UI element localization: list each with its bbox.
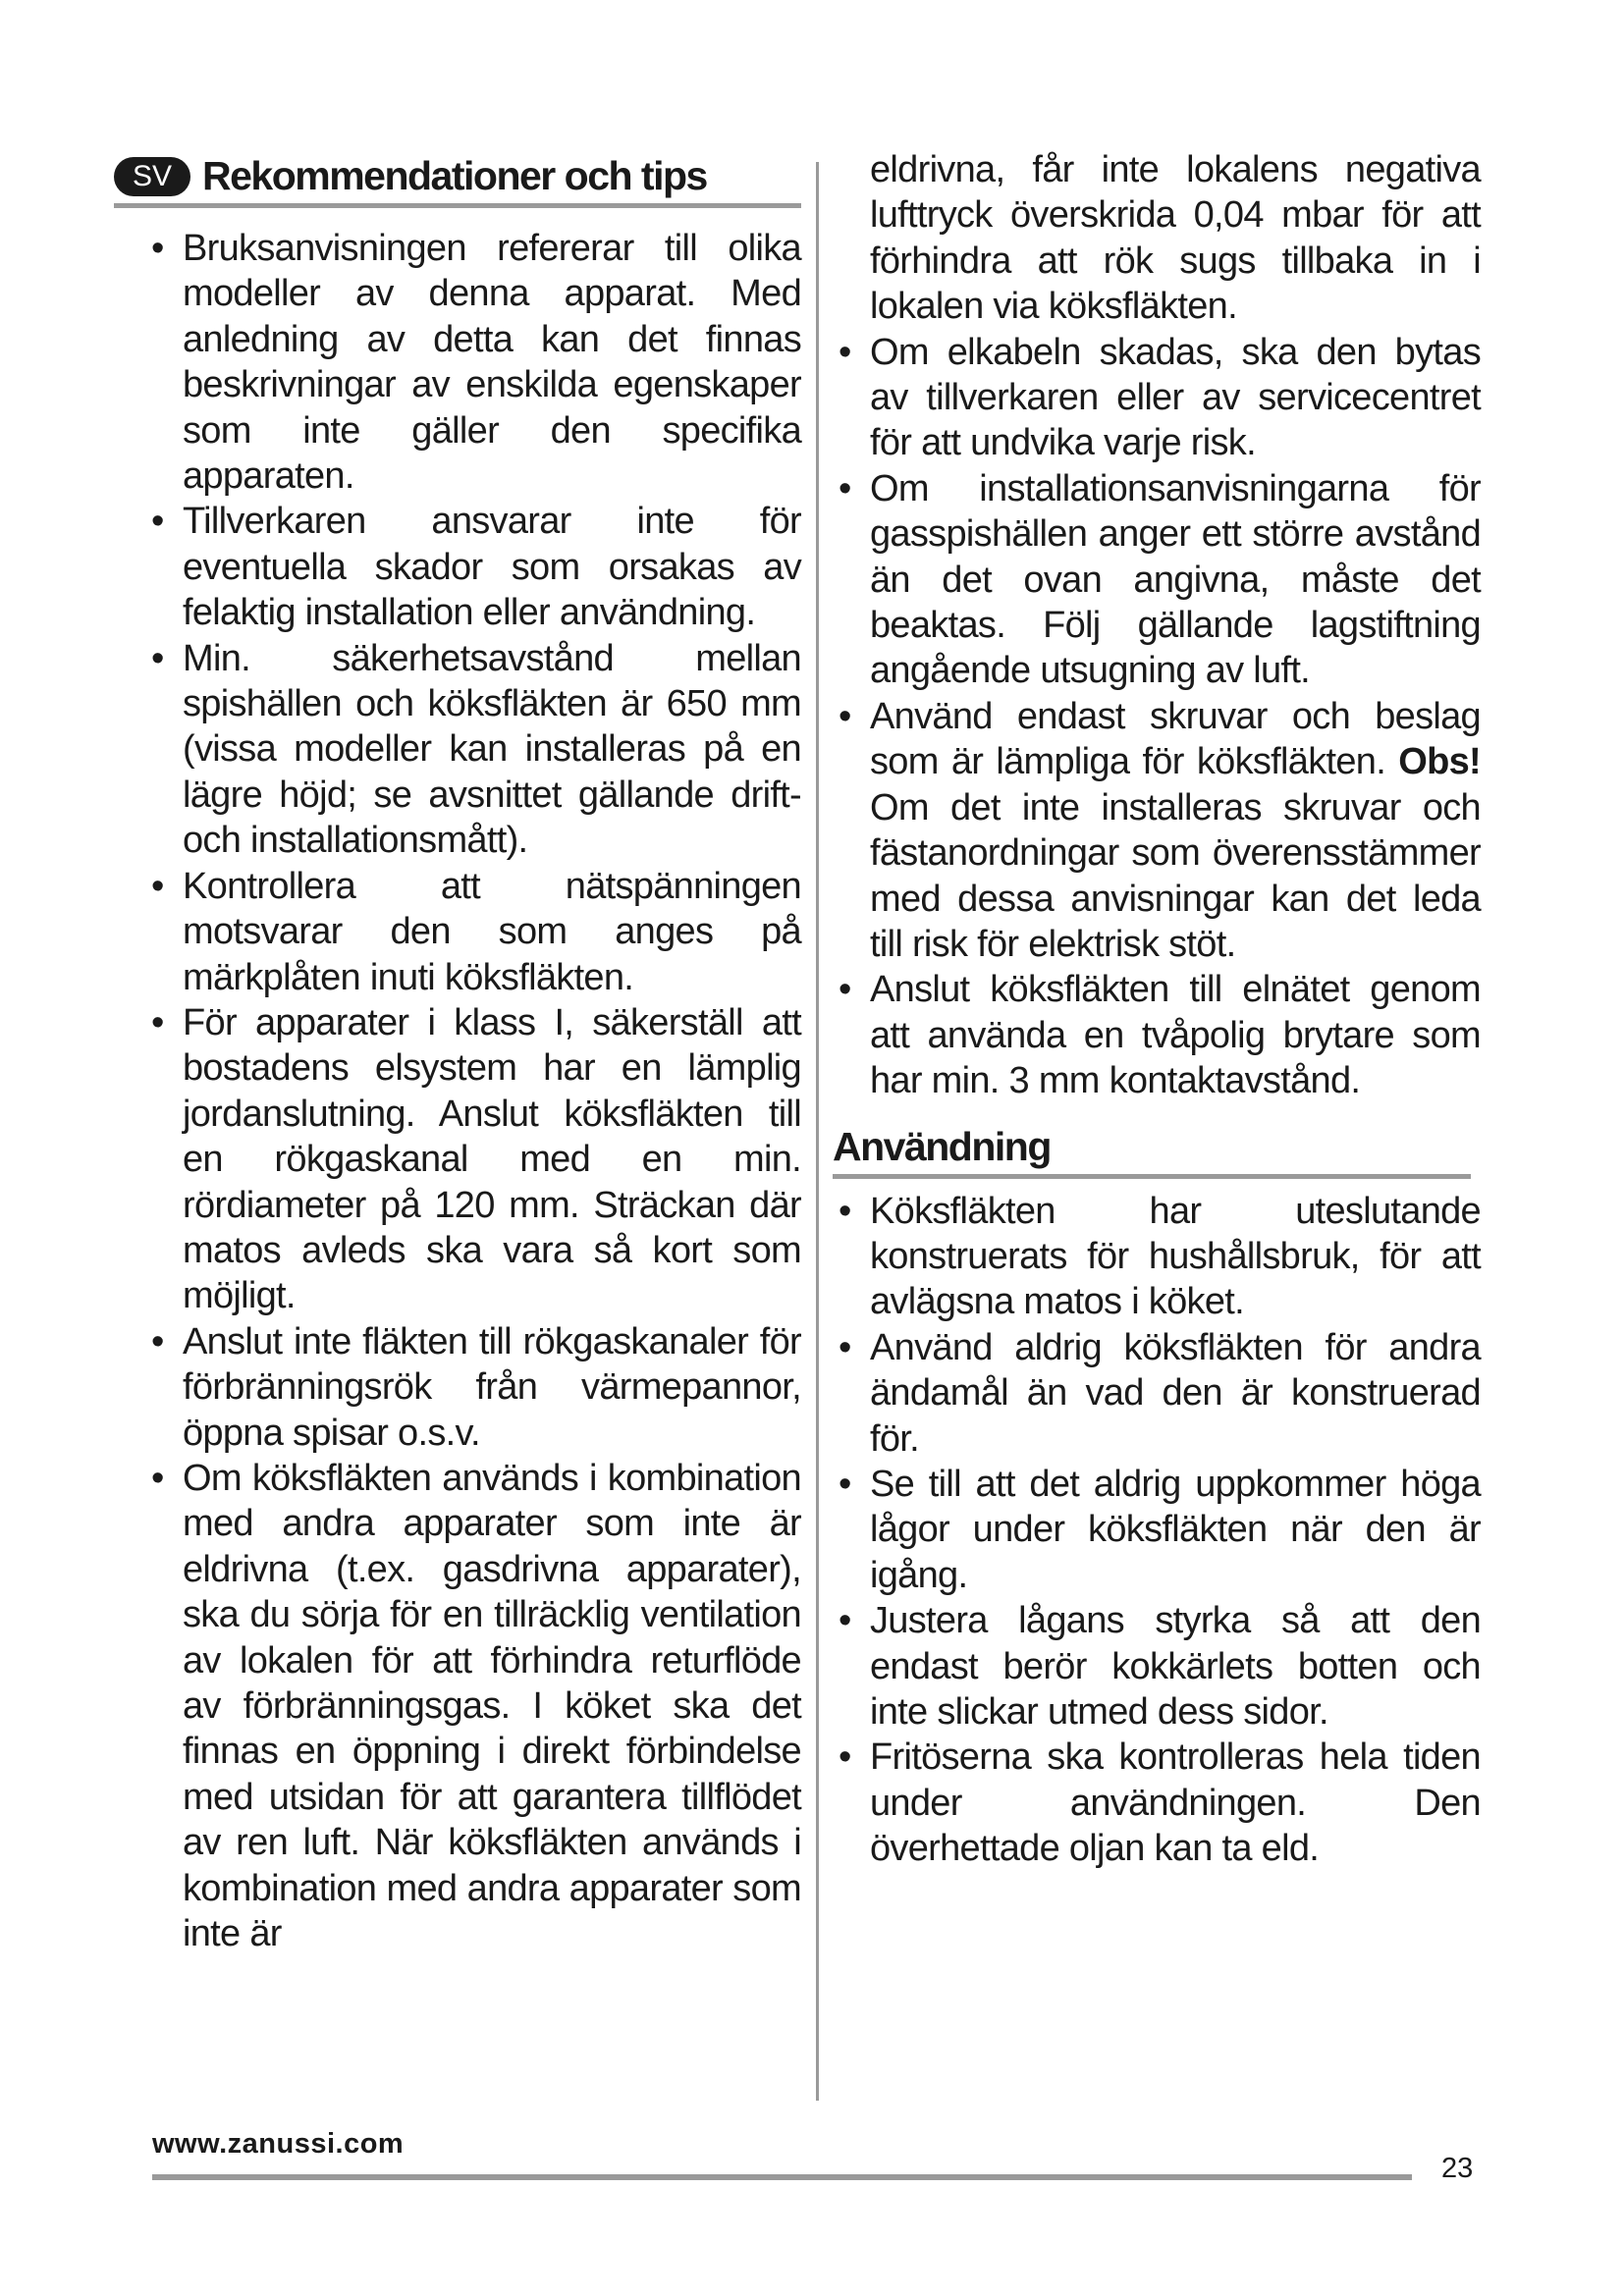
list-item: • Bruksanvisningen refererar till olika modeller av denna apparat. Med anledning av detta kan det finnas beskrivningar av enskilda egenskaper som inte gäller den specifika apparaten. [145,226,801,499]
language-badge: SV [114,157,190,196]
usage-list [833,1189,1481,1872]
right-column [833,147,1481,1872]
list-item: • För apparater i klass I, säkerställ att bostadens elsystem har en lämplig jordanslutning. Anslut köksfläkten till en rökgaskanal med en min. rördiameter på 120 mm. Sträckan där matos avleds ska vara så kort som möjligt. [145,1000,801,1319]
list-item: • Kontrollera att nätspänningen motsvarar den som anges på märkplåten inuti köksfläkten. [145,864,801,1000]
recommendations-list [145,226,801,1956]
section-title: Rekommendationer och tips [202,153,707,198]
footer-rule [152,2174,1412,2180]
screw-text: Använd endast skruvar och beslag som är lämpliga för köksfläkten. [870,695,1481,783]
list-item-screws [833,694,1481,967]
list-item: • Använd aldrig köksfläkten för andra ändamål än vad den är konstruerad för. [833,1325,1481,1462]
section-heading-usage [833,1124,1471,1179]
section-title: Användning [833,1123,1051,1169]
column-divider [816,162,819,2101]
list-item: • Tillverkaren ansvarar inte för eventuella skador som orsakas av felaktig installation eller användning. [145,499,801,635]
list-item: • Se till att det aldrig uppkommer höga lågor under köksfläkten när den är igång. [833,1462,1481,1598]
page-number: 23 [1441,2153,1474,2184]
list-item: • Anslut inte fläkten till rökgaskanaler för förbränningsrök från värmepannor, öppna spisar o.s.v. [145,1319,801,1456]
list-item: • Om köksfläkten används i kombination med andra apparater som inte är eldrivna (t.ex. gasdrivna apparater), ska du sörja för en tillräcklig ventilation av lokalen för att förhindra returflöde av förbränningsgas. I köket ska det finnas en öppning i direkt förbindelse med utsidan för att garantera tillflödet av ren luft. När köksfläkten används i kombination med andra apparater som inte är [145,1456,801,1956]
list-item-continuation: eldrivna, får inte lokalens negativa lufttryck överskrida 0,04 mbar för att förhindra att rök sugs tillbaka in i lokalen via köksfläkten. [870,149,1481,328]
list-item: • Köksfläkten har uteslutande konstruerats för hushållsbruk, för att avlägsna matos i köket. [833,1189,1481,1325]
list-item: • Anslut köksfläkten till elnätet genom att använda en tvåpolig brytare som har min. 3 mm kontaktavstånd. [833,967,1481,1103]
section-heading-recommendations [114,153,801,208]
list-item: • Justera lågans styrka så att den endast berör kokkärlets botten och inte slickar utmed dess sidor. [833,1598,1481,1735]
footer-url: www.zanussi.com [152,2128,405,2160]
obs-text: Om det inte installeras skruvar och fästanordningar som överensstämmer med dessa anvisningar kan det leda till risk för elektrisk stöt. [870,786,1481,965]
left-column [132,147,801,1956]
list-item: • Om elkabeln skadas, ska den bytas av tillverkaren eller av servicecentret för att undvika varje risk. [833,330,1481,466]
list-item: • Min. säkerhetsavstånd mellan spishällen och köksfläkten är 650 mm (vissa modeller kan installeras på en lägre höjd; se avsnittet gällande drift- och installationsmått). [145,636,801,864]
recommendations-list-continued [833,147,1481,1104]
list-item: • Om installationsanvisningarna för gasspishällen anger ett större avstånd än det ovan angivna, måste det beaktas. Följ gällande lagstiftning angående utsugning av luft. [833,466,1481,694]
list-item: • Fritöserna ska kontrolleras hela tiden under användningen. Den överhettade oljan kan ta eld. [833,1735,1481,1871]
obs-label: Obs! [1398,741,1482,783]
